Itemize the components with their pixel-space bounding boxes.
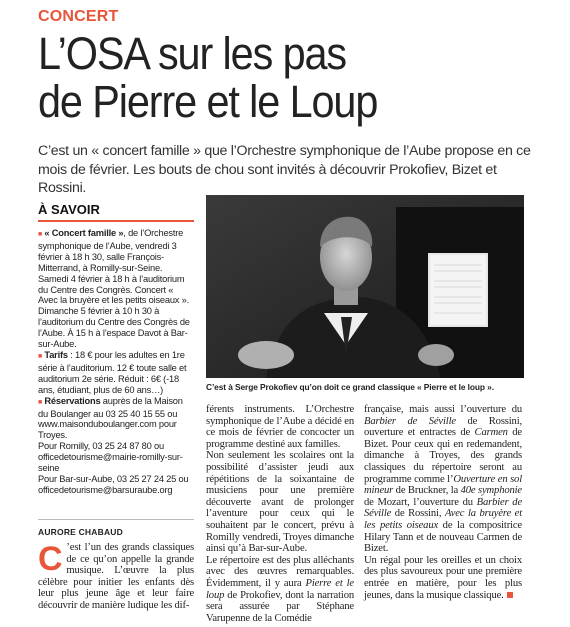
paragraph: française, mais aussi l’ouverture du Barbier de Séville de Rossini, ouverture et entractes de Carmen de Bizet. Pour ceux qui en redemandent, dimanche à Troyes, des grands classiques du répertoire seront au programme comme l’Ouverture en sol mineur de Bruckner, la 40e symphonie de Mozart, l’ouverture du Barbier de Séville de Rossini, Avec la bruyère et les petits oiseaux de la compositrice Hilary Tann et de nouveau Carmen de Bizet. xyxy=(364,404,523,555)
sidebar-item-tarifs: ■ Tarifs : 18 € pour les adultes en 1re série à l’auditorium. 12 € toute salle et auditorium 2e série. Réduit : 6€ (-18 ans, étudiant, plus de 60 ans…) xyxy=(38,349,187,395)
drop-cap: C xyxy=(38,540,63,578)
sidebar-title: À SAVOIR xyxy=(38,202,100,217)
portrait-image xyxy=(206,195,524,378)
paragraph: Un régal pour les oreilles et un choix des plus savoureux pour une première entrée en matière, pour les plus jeunes, dans la musique classique. xyxy=(364,554,522,601)
bullet-icon: ■ xyxy=(38,231,43,238)
paragraph: férents instruments. L’Orchestre symphonique de l’Aube a décidé en ce mois de février de concocter un programme destiné aux familles. xyxy=(206,404,354,450)
headline-line-1: L’OSA sur les pas xyxy=(38,28,347,79)
article-lede: C’est un « concert famille » que l’Orchestre symphonique de l’Aube propose en ce mois de février. Les bouts de chou sont invités à découvrir Prokofiev, Bizet et Rossini. xyxy=(38,143,531,196)
sidebar-body xyxy=(38,228,194,496)
sidebar-bar-contact: Pour Bar-sur-Aube, 03 25 27 24 25 ou officedetourisme@barsuraube.org xyxy=(38,473,189,495)
article-column-3 xyxy=(364,404,522,601)
bullet-icon: ■ xyxy=(38,398,43,406)
photo-caption: C’est à Serge Prokofiev qu’on doit ce grand classique « Pierre et le loup ». xyxy=(206,382,494,392)
paragraph: Non seulement les scolaires ont la possibilité d’assister jeudi aux répétitions de la soixantaine de musiciens pour une première découverte avant de prolonger l’aventure pour ceux qui le souhaitent par le concert, prévu à Romilly vendredi, Troyes dimanche ainsi qu’à Bar-sur-Aube. xyxy=(206,450,354,555)
paragraph: Le répertoire est des plus alléchants avec des œuvres remarquables. Évidemment, il y aura Pierre et le loup de Prokofiev, dont la narration sera assurée par Stéphane Varupenne de la Comédie xyxy=(206,554,354,624)
article-column-2 xyxy=(206,404,354,624)
sidebar-romilly-contact: Pour Romilly, 03 25 24 87 80 ou officedetourisme@mairie-romilly-sur-seine xyxy=(38,441,183,474)
bullet-icon: ■ xyxy=(38,352,43,360)
prokofiev-photo xyxy=(206,195,524,378)
sidebar-item-concert: ■ « Concert famille », de l’Orchestre symphonique de l’Aube, vendredi 3 février à 18 h 30, salle François-Mitterrand, à Romilly-sur-Seine. Samedi 4 février à 18 h à l’auditorium du Centre des Congrès. Concert « Avec la bruyère et les petits oiseaux ». Dimanche 5 février à 10 h 30 à l’auditorium du Centre des Congrès de l’Aube. À 15 h à l’espace Davot à Bar-sur-Aube. xyxy=(38,228,190,350)
section-rubric: CONCERT xyxy=(38,8,119,25)
article-column-1: C ’est l’un des grands classiques de ce qu’on appelle la grande musique. L’œuvre la plus célèbre pour initier les enfants dès leur plus jeune âge et leur faire découvrir de manière ludique les dif- xyxy=(38,540,194,611)
page-title xyxy=(38,30,516,126)
end-mark-icon xyxy=(507,592,513,598)
headline-line-2: de Pierre et le Loup xyxy=(38,76,378,127)
byline-divider xyxy=(38,519,194,520)
byline: AURORE CHABAUD xyxy=(38,527,123,537)
sidebar-item-reservations: ■ Réservations auprès de la Maison du Boulanger au 03 25 40 15 55 ou www.maisonduboulanger.com pour Troyes. xyxy=(38,395,183,441)
info-sidebar xyxy=(38,202,194,496)
sidebar-divider xyxy=(38,220,194,222)
